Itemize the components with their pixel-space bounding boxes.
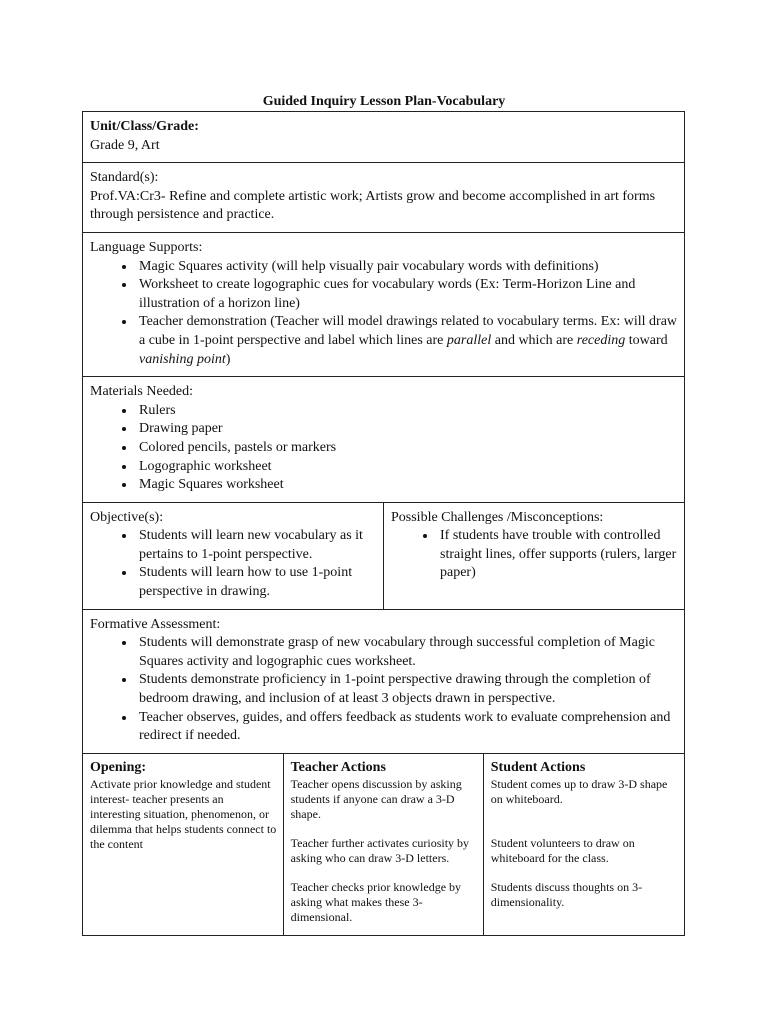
list-item: • Students will demonstrate grasp of new vocabulary through successful completion of Magic Squares activity and logographic cues worksheet.: [136, 634, 678, 671]
opening-cell: [83, 754, 283, 935]
list-item: • Students will learn new vocabulary as it pertains to 1-point perspective.: [136, 527, 377, 564]
teacher-actions-label: Teacher Actions: [290, 759, 386, 775]
challenges-list: [391, 527, 678, 583]
list-item: • Students will learn how to use 1-point perspective in drawing.: [136, 564, 377, 601]
assessment-list: [90, 634, 678, 746]
standards-label: Standard(s):: [90, 170, 159, 186]
opening-section: [83, 753, 685, 935]
objectives-section: [83, 502, 384, 609]
list-item: • If students have trouble with controlled straight lines, offer supports (rulers, larger paper): [437, 527, 678, 583]
teacher-action: Teacher opens discussion by asking students if anyone can draw a 3-D shape.: [290, 776, 462, 821]
text-run: parallel: [446, 332, 492, 348]
teacher-actions-cell: [283, 754, 483, 935]
unit-value: Grade 9, Art: [90, 137, 160, 153]
list-item: • Teacher observes, guides, and offers feedback as students work to evaluate comprehension and redirect if needed.: [136, 709, 678, 746]
language-supports-section: [83, 232, 685, 376]
list-item: • Logographic worksheet: [136, 458, 678, 477]
list-item: • Rulers: [136, 402, 678, 421]
challenges-section: [384, 502, 685, 609]
objectives-label: Objective(s):: [90, 509, 164, 525]
text-run: toward: [625, 332, 668, 348]
document-title: Guided Inquiry Lesson Plan-Vocabulary: [262, 94, 506, 109]
language-list: [90, 258, 678, 370]
list-item: • Magic Squares worksheet: [136, 476, 678, 495]
text-run: and which are: [491, 332, 577, 348]
student-actions-label: Student Actions: [490, 759, 586, 775]
list-item: • Worksheet to create logographic cues for vocabulary words (Ex: Term-Horizon Line and illustration of a horizon line): [136, 276, 678, 313]
materials-section: [83, 377, 685, 503]
standards-text: Prof.VA:Cr3- Refine and complete artistic work; Artists grow and become accomplished in art forms through persistence and practice.: [90, 188, 656, 223]
list-item: • Magic Squares activity (will help visually pair vocabulary words with definitions): [136, 258, 678, 277]
lesson-plan-table: [82, 111, 685, 936]
text-run: Teacher demonstration (Teacher will model drawings related to vocabulary terms. Ex: will draw a cube in 1-point perspective and label which lines are: [139, 314, 678, 348]
list-item: • Students demonstrate proficiency in 1-point perspective drawing through the completion of bedroom drawing, and inclusion of at least 3 objects drawn in perspective.: [136, 671, 678, 708]
student-action: Students discuss thoughts on 3-dimensionality.: [490, 879, 643, 909]
objectives-list: [90, 527, 377, 601]
student-actions-cell: [483, 754, 684, 935]
unit-section: [83, 112, 685, 163]
text-run: ): [225, 351, 231, 367]
list-item: [136, 313, 678, 369]
student-action: Student volunteers to draw on whiteboard for the class.: [490, 835, 635, 865]
unit-label: Unit/Class/Grade:: [90, 119, 199, 134]
teacher-action: Teacher checks prior knowledge by asking what makes these 3-dimensional.: [290, 879, 462, 924]
opening-text: Activate prior knowledge and student interest- teacher presents an interesting situation, phenomenon, or dilemma that helps students connect to the content: [90, 776, 277, 851]
challenges-label: Possible Challenges /Misconceptions:: [391, 509, 604, 525]
assessment-label: Formative Assessment:: [90, 616, 221, 632]
list-item: • Drawing paper: [136, 420, 678, 439]
student-action: Student comes up to draw 3-D shape on whiteboard.: [490, 776, 668, 806]
list-item: • Colored pencils, pastels or markers: [136, 439, 678, 458]
text-run: receding: [576, 332, 626, 348]
text-run: vanishing point: [139, 351, 226, 367]
opening-table: [83, 754, 684, 935]
standards-section: [83, 163, 685, 233]
teacher-action: Teacher further activates curiosity by asking who can draw 3-D letters.: [290, 835, 470, 865]
assessment-section: [83, 609, 685, 753]
language-label: Language Supports:: [90, 239, 203, 255]
materials-list: [90, 402, 678, 495]
opening-label: Opening:: [90, 759, 147, 775]
materials-label: Materials Needed:: [90, 384, 194, 400]
